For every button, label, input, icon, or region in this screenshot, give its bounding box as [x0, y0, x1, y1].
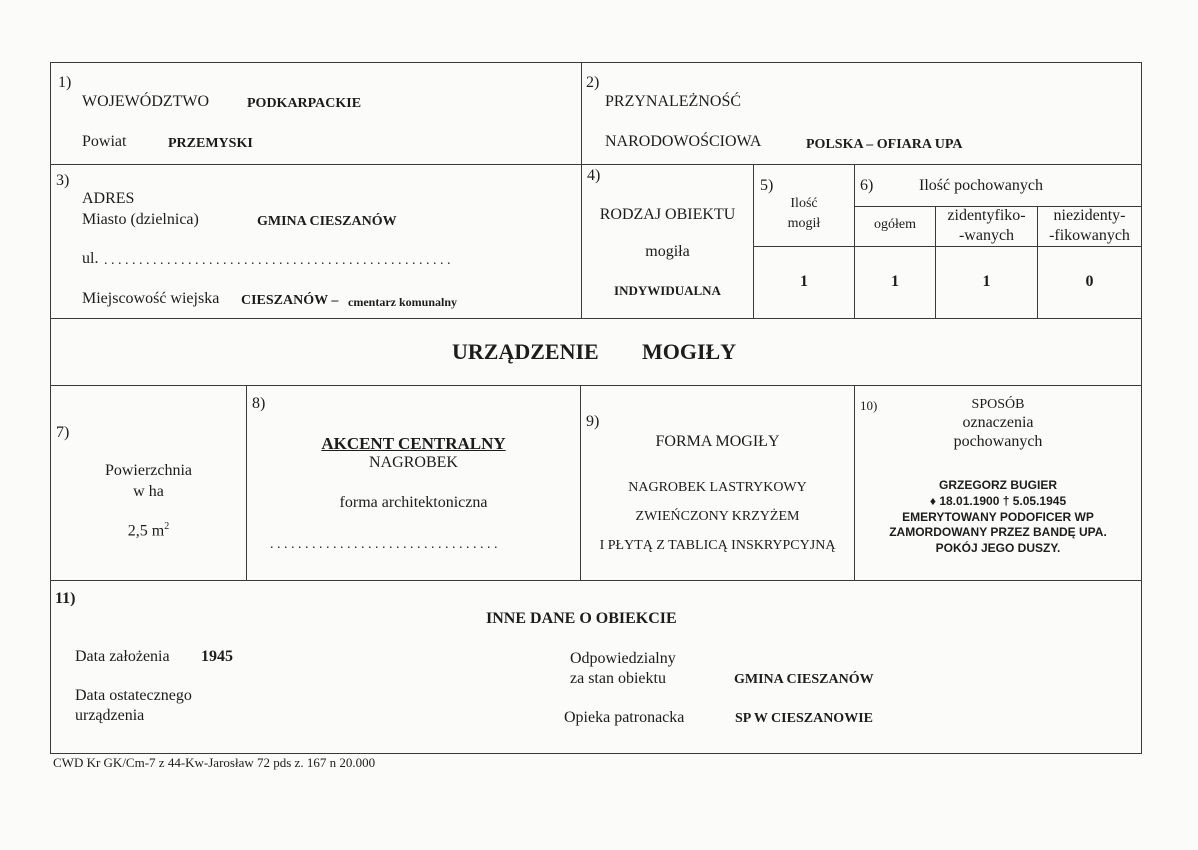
s11-ostateczne-label2: urządzenia — [75, 707, 145, 724]
s3-ul-dots: . . . . . . . . . . . . . . . . . . . . . . . . . . . . . . . . . . . . . . . . . . . . . . . . . . — [104, 253, 451, 268]
s8-dots: . . . . . . . . . . . . . . . . . . . . . . . . . . . . . . . . . — [270, 537, 498, 552]
s6-value-ogolem: 1 — [891, 273, 899, 290]
header-title-1: URZĄDZENIE — [452, 339, 599, 364]
s11-zalozenia-value: 1945 — [201, 648, 233, 665]
s5-number: 5) — [760, 177, 774, 194]
s3-miejscowosc-label: Miejscowość wiejska — [82, 290, 220, 307]
footer-print-info: CWD Kr GK/Cm-7 z 44-Kw-Jarosław 72 pds z. 167 n 20.000 — [53, 755, 376, 770]
s3-ul-label: ul. — [82, 250, 99, 267]
s1-powiat-value: PRZEMYSKI — [168, 136, 253, 151]
s9-line2: ZWIEŃCZONY KRZYŻEM — [635, 509, 800, 524]
s3-label: ADRES — [82, 190, 135, 207]
s4-number: 4) — [587, 167, 601, 184]
s6-col-zident-a: zidentyfiko- — [947, 207, 1026, 224]
s3-miasto-value: GMINA CIESZANÓW — [257, 214, 397, 229]
s11-odpowiedzialny-label1: Odpowiedzialny — [570, 650, 676, 667]
border-bottom — [50, 753, 1142, 754]
s6-col-ogolem: ogółem — [874, 217, 916, 232]
s11-odpowiedzialny-label2: za stan obiektu — [570, 670, 666, 687]
s10-label2: oznaczenia — [962, 414, 1034, 431]
s10-name: GRZEGORZ BUGIER — [938, 478, 1057, 492]
s11-zalozenia-label: Data założenia — [75, 648, 170, 665]
s1-number: 1) — [58, 74, 72, 91]
s11-odpowiedzialny-value: GMINA CIESZANÓW — [734, 672, 874, 687]
border-left — [50, 62, 51, 754]
s8-label: forma architektoniczna — [339, 494, 488, 511]
s7-number: 7) — [56, 424, 70, 441]
border-top — [50, 62, 1142, 63]
s4-label: RODZAJ OBIEKTU — [599, 206, 736, 223]
col-line-1-2 — [581, 62, 582, 164]
s10-label3: pochowanych — [953, 433, 1043, 450]
row-line-2 — [50, 318, 1142, 319]
s5-label2: mogił — [787, 216, 821, 231]
header-title-2: MOGIŁY — [642, 339, 737, 364]
s6-col-niezident-a: niezidenty- — [1053, 207, 1126, 224]
s11-ostateczne-label1: Data ostatecznego — [75, 687, 192, 704]
s4-value: INDYWIDUALNA — [614, 283, 721, 298]
s5-label1: Ilość — [790, 196, 818, 211]
s6-label: Ilość pochowanych — [919, 177, 1043, 194]
s8-sub: NAGROBEK — [369, 454, 458, 471]
s6-value-niezident: 0 — [1085, 273, 1094, 290]
col-line-4-5 — [753, 164, 754, 318]
s9-label: FORMA MOGIŁY — [655, 433, 780, 450]
col-line-5-6 — [854, 164, 855, 318]
row-line-3 — [50, 385, 1142, 386]
s2-number: 2) — [586, 74, 600, 91]
s10-label1: SPOSÓB — [971, 397, 1025, 412]
s7-value: 2,5 $m^2$ — [127, 521, 170, 540]
s3-miejscowosc-value2: cmentarz komunalny — [348, 295, 457, 309]
s10-line5: POKÓJ JEGO DUSZY. — [935, 541, 1061, 555]
s10-number: 10) — [860, 398, 878, 413]
s10-dates: ♦ 18.01.1900 † 5.05.1945 — [929, 494, 1067, 508]
s1-powiat-label: Powiat — [82, 133, 127, 150]
s11-opieka-label: Opieka patronacka — [564, 709, 685, 726]
s11-opieka-value: SP W CIESZANOWIE — [735, 711, 873, 726]
s10-line4: ZAMORDOWANY PRZEZ BANDĘ UPA. — [889, 525, 1107, 539]
s6-col-niezident-b: -fikowanych — [1049, 227, 1130, 244]
s11-title: INNE DANE O OBIEKCIE — [486, 610, 677, 627]
s1-value: PODKARPACKIE — [247, 96, 362, 111]
s6-number: 6) — [860, 177, 874, 194]
s8-number: 8) — [252, 395, 266, 412]
s4-sub: mogiła — [645, 243, 690, 260]
s7-value-sup: 2 — [164, 521, 170, 532]
s9-number: 9) — [586, 413, 600, 430]
s2-label1: PRZYNALEŻNOŚĆ — [605, 93, 742, 110]
s6-col-zident-b: -wanych — [958, 227, 1015, 244]
s3-number: 3) — [56, 172, 70, 189]
s3-miasto-label: Miasto (dzielnica) — [82, 211, 199, 228]
s7-label1: Powierzchnia — [104, 462, 193, 479]
s9-line1: NAGROBEK LASTRYKOWY — [628, 480, 807, 495]
s10-line3: EMERYTOWANY PODOFICER WP — [902, 510, 1094, 524]
s1-label: WOJEWÓDZTWO — [82, 93, 210, 110]
s8-title: AKCENT CENTRALNY — [321, 434, 506, 453]
s11-number: 11) — [55, 590, 76, 607]
s6-value-zident: 1 — [982, 273, 991, 290]
s9-line3: I PŁYTĄ Z TABLICĄ INSKRYPCYJNĄ — [599, 538, 836, 553]
s-value-h — [753, 246, 1142, 247]
s7-label2: w ha — [133, 483, 164, 500]
s2-label2: NARODOWOŚCIOWA — [605, 133, 762, 150]
s5-value: 1 — [800, 273, 808, 290]
s2-value: POLSKA – OFIARA UPA — [806, 137, 963, 152]
s3-miejscowosc-value: CIESZANÓW – — [241, 293, 339, 308]
border-right — [1141, 62, 1142, 754]
row-line-1 — [50, 164, 1142, 165]
row-line-4 — [50, 580, 1142, 581]
col-line-7-8 — [246, 385, 247, 580]
